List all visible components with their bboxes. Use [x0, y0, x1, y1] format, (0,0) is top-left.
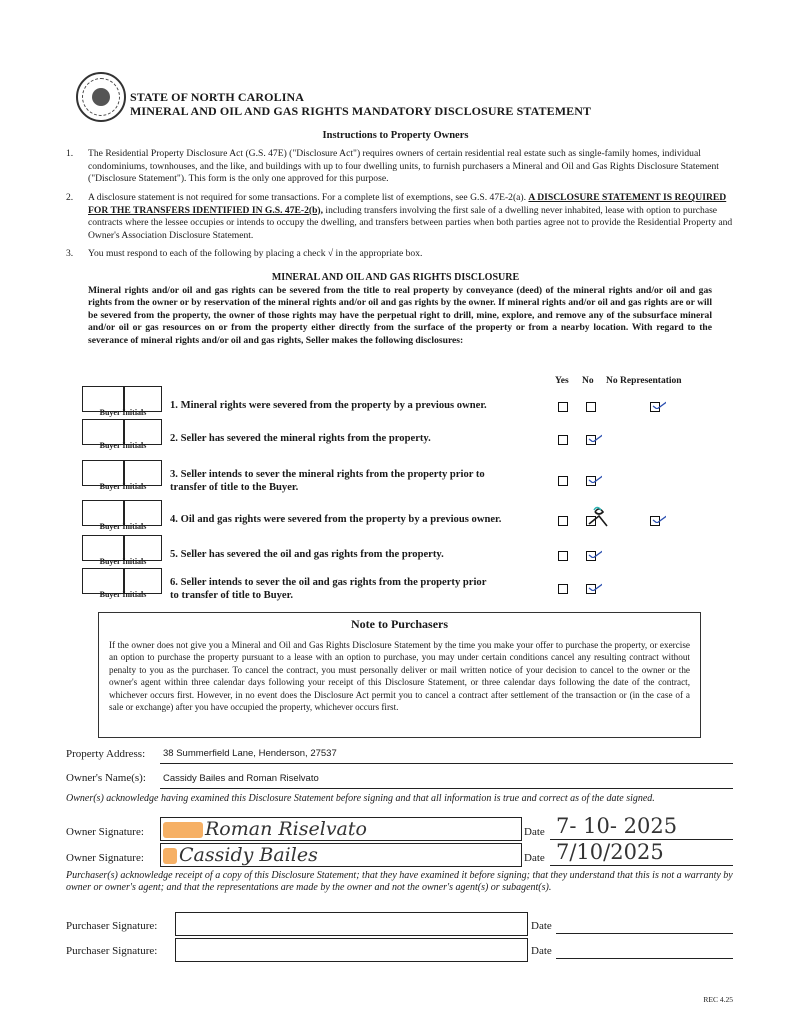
checkbox-yes[interactable] [558, 435, 568, 445]
checkbox-yes[interactable] [558, 551, 568, 561]
buyer-initials-label: Buyer Initials [99, 590, 147, 599]
instructions-title: Instructions to Property Owners [322, 130, 469, 141]
owner-date-line-2 [550, 865, 733, 866]
column-no: No [582, 376, 594, 386]
disclosure-question-5 [170, 549, 550, 562]
owner-names-value[interactable]: Cassidy Bailes and Roman Riselvato [163, 773, 319, 784]
scribble-mark-icon [585, 506, 615, 530]
purchaser-signature-label-2: Purchaser Signature: [66, 945, 158, 957]
instruction-text: The Residential Property Disclosure Act (G.S. 47E) ("Disclosure Act") requires owners of certain residential real estate such as single-family homes, individual condominiums, townhouses, and the like, and buildings with up to four dwelling units, to furnish purchasers a Mineral and Oil and Gas Rights Disclosure Statement ("Disclosure Statement"). This form is the only one approved for this purpose. [88, 148, 719, 184]
column-yes: Yes [555, 376, 569, 386]
purchaser-date-field-2[interactable] [556, 958, 733, 959]
instruction-number: 1. [66, 148, 74, 159]
check-mark-icon [588, 471, 602, 483]
property-address-value[interactable]: 38 Summerfield Lane, Henderson, 27537 [163, 748, 337, 759]
note-title: Note to Purchasers [350, 617, 449, 631]
buyer-initials-label: Buyer Initials [99, 557, 147, 566]
checkbox-yes[interactable] [558, 584, 568, 594]
owner-date-label-1: Date [524, 826, 545, 838]
instruction-item-1 [66, 148, 736, 188]
note-to-purchasers-box [98, 612, 701, 738]
instruction-required-text: A DISCLOSURE STATEMENT IS REQUIRED FOR THE TRANSFERS IDENTIFIED IN G.S. 47E-2(b), [88, 192, 727, 216]
header-state: STATE OF NORTH CAROLINA [130, 90, 305, 104]
purchaser-signature-field-1[interactable] [175, 912, 528, 936]
question-text-line1: 6. Seller intends to sever the oil and gas rights from the property prior [170, 577, 487, 588]
checkbox-yes[interactable] [558, 516, 568, 526]
disclosure-question-4 [170, 514, 550, 527]
instruction-text-b: including transfers involving the first sale of a dwelling never inhabited, lease with option to purchase contracts where the lessee occupies or intends to occupy the dwelling, and transfers between parties when both parties agree not to provide the Residential Property and Owner's Association Disclosure Statement. [88, 204, 733, 241]
checkbox-yes[interactable] [558, 476, 568, 486]
purchaser-signature-label-1: Purchaser Signature: [66, 920, 158, 932]
instruction-item-2 [66, 192, 736, 242]
property-address-line [160, 763, 733, 764]
form-code: REC 4.25 [703, 995, 733, 1004]
owner-signature-field-2[interactable] [160, 843, 522, 867]
check-mark-icon [588, 546, 602, 558]
instruction-text: You must respond to each of the following by placing a check √ in the appropriate box. [88, 248, 423, 259]
buyer-initials-label: Buyer Initials [99, 482, 147, 491]
header-form-title: MINERAL AND OIL AND GAS RIGHTS MANDATORY DISCLOSURE STATEMENT [130, 104, 592, 118]
check-mark-icon [588, 430, 602, 442]
disclosure-question-2 [170, 433, 550, 446]
disclosure-question-3 [170, 469, 550, 494]
instruction-text [88, 192, 736, 242]
owner-date-1[interactable]: 7- 10- 2025 [556, 814, 678, 838]
disclosure-body: Mineral rights and/or oil and gas rights can be severed from the title to real property by conveyance (deed) of the mineral rights and/or oil and gas rights from the owner or by reservation of the mineral rights and/or oil and gas rights by the owner. If mineral rights and/or oil and gas rights are or will be severed from the property, the owner of those rights may have the perpetual right to drill, mine, explore, and remove any of the subsurface mineral and/or oil or gas resources on or from the property either directly from the surface of the property or from a nearby location. With regard to the severance of mineral rights and/or oil and gas rights, Seller makes the following disclosures: [88, 285, 712, 346]
owner-signature-field-1[interactable] [160, 817, 522, 841]
property-address-label: Property Address: [66, 748, 146, 760]
question-text-line2: transfer of title to the Buyer. [170, 481, 299, 493]
question-text-line1: 2. Seller has severed the mineral rights from the property. [170, 433, 431, 444]
owner-signature-2: Cassidy Bailes [179, 844, 318, 866]
question-text-line2: to transfer of title to Buyer. [170, 589, 293, 601]
owner-names-line [160, 788, 733, 789]
disclosure-question-6 [170, 577, 550, 602]
purchaser-date-label-2: Date [531, 945, 552, 957]
question-text-line1: 1. Mineral rights were severed from the property by a previous owner. [170, 400, 487, 411]
signature-redaction-highlight [163, 822, 203, 838]
owner-signature-label-2: Owner Signature: [66, 852, 144, 864]
signature-redaction-highlight [163, 848, 177, 864]
buyer-initials-label: Buyer Initials [99, 441, 147, 450]
column-no-representation: No Representation [606, 376, 682, 386]
purchaser-date-label-1: Date [531, 920, 552, 932]
instruction-item-3 [66, 248, 736, 262]
owner-date-2[interactable]: 7/10/2025 [556, 840, 664, 864]
question-text-line1: 3. Seller intends to sever the mineral rights from the property prior to [170, 469, 485, 480]
checkbox-no[interactable] [586, 402, 596, 412]
owner-signature-label-1: Owner Signature: [66, 826, 144, 838]
purchaser-signature-field-2[interactable] [175, 938, 528, 962]
checkbox-yes[interactable] [558, 402, 568, 412]
owner-names-label: Owner's Name(s): [66, 772, 146, 784]
disclosure-question-1 [170, 400, 550, 413]
owner-acknowledgement: Owner(s) acknowledge having examined this Disclosure Statement before signing and that all information is true and correct as of the date signed. [66, 793, 655, 804]
question-text-line1: 5. Seller has severed the oil and gas rights from the property. [170, 549, 444, 560]
check-mark-icon [588, 579, 602, 591]
state-seal-icon [76, 72, 126, 122]
check-mark-icon [652, 397, 666, 409]
instruction-number: 3. [66, 248, 74, 259]
instruction-number: 2. [66, 192, 74, 203]
buyer-initials-label: Buyer Initials [99, 408, 147, 417]
note-body: If the owner does not give you a Mineral and Oil and Gas Rights Disclosure Statement by the time you make your offer to purchase the property, or exercise an option to purchase the property pursuant to a lease with an option to purchase, you may under certain conditions cancel any resulting contract without penalty to you as the purchaser. To cancel the contract, you must personally deliver or mail written notice of your decision to cancel to the owner or the owner's agent within three calendar days following your receipt of this Disclosure Statement, or three calendar days following the date of the contract, whichever occurs first. However, in no event does the Disclosure Act permit you to cancel a contract after settlement of the transaction or (in the case of a sale or exchange) after you have occupied the property, whichever occurs first. [109, 640, 690, 713]
owner-signature-1: Roman Riselvato [205, 818, 367, 840]
question-text-line1: 4. Oil and gas rights were severed from the property by a previous owner. [170, 514, 502, 525]
purchaser-date-field-1[interactable] [556, 933, 733, 934]
instruction-text-a: A disclosure statement is not required for some transactions. For a complete list of exemptions, see G.S. 47E-2(a). [88, 192, 527, 203]
purchaser-acknowledgement: Purchaser(s) acknowledge receipt of a copy of this Disclosure Statement; that they have examined it before signing; that they understand that this is not a warranty by owner or owner's agent; and that the representations are made by the owner and not the owner's agent(s) or subagent(s). [66, 870, 733, 893]
owner-date-label-2: Date [524, 852, 545, 864]
buyer-initials-label: Buyer Initials [99, 522, 147, 531]
disclosure-title: MINERAL AND OIL AND GAS RIGHTS DISCLOSURE [271, 272, 520, 283]
check-mark-icon [652, 511, 666, 523]
